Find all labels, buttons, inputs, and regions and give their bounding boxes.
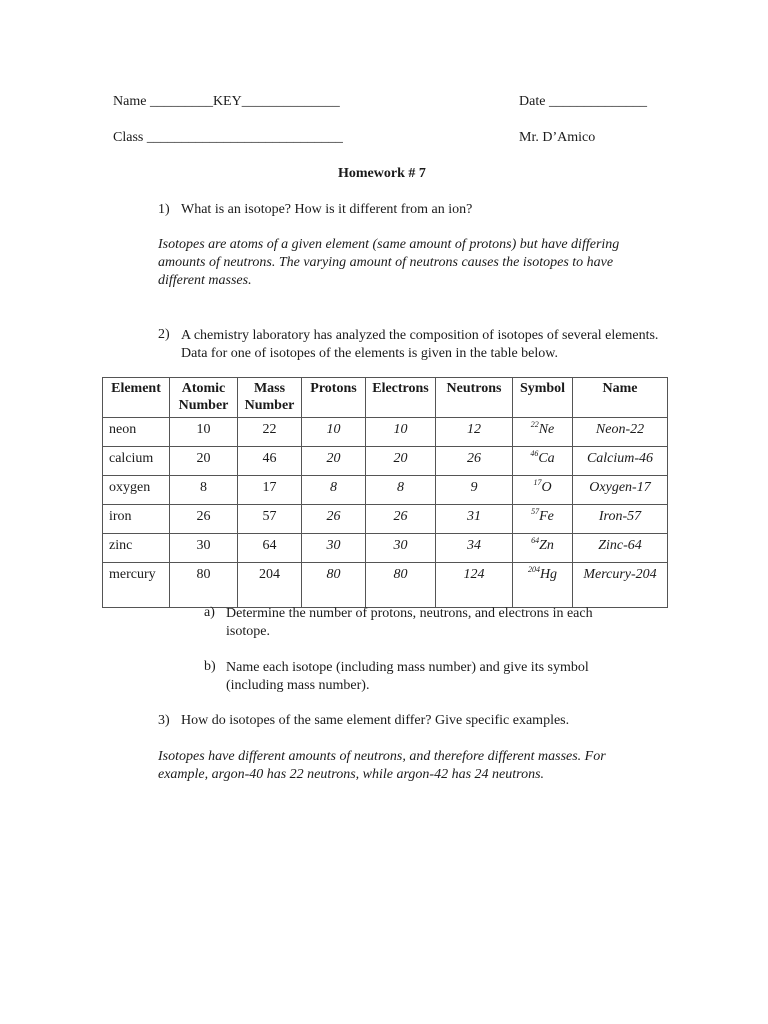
- header-atomic-number: Atomic Number: [170, 378, 238, 418]
- symbol-mass: 17: [533, 478, 542, 487]
- cell-symbol: [513, 418, 573, 447]
- date-blank: ______________: [548, 94, 647, 109]
- date-label: Date: [519, 94, 546, 109]
- cell-protons: 8: [302, 476, 366, 505]
- table-row: [103, 447, 668, 476]
- cell-name: Neon-22: [573, 418, 668, 447]
- question-3-text: How do isotopes of the same element differ? Give specific examples.: [181, 713, 570, 728]
- header-name: Name: [573, 378, 668, 418]
- cell-atomic: 30: [170, 534, 238, 563]
- cell-neutrons: 34: [436, 534, 513, 563]
- symbol-mass: 57: [531, 507, 540, 516]
- question-3-number: 3): [158, 713, 170, 728]
- cell-protons: 30: [302, 534, 366, 563]
- question-2-text: A chemistry laboratory has analyzed the composition of isotopes of several elements. Data for one of isotopes of the elements is given in the table below.: [181, 328, 659, 361]
- cell-element: oxygen: [103, 476, 170, 505]
- symbol-letters: Ca: [538, 451, 555, 466]
- header-mass-number: Mass Number: [238, 378, 302, 418]
- cell-mass: 46: [238, 447, 302, 476]
- table-row: [103, 534, 668, 563]
- cell-neutrons: 31: [436, 505, 513, 534]
- answer-3: Isotopes have different amounts of neutrons, and therefore different masses. For example, argon-40 has 22 neutrons, while argon-42 has 24 neutrons.: [158, 749, 606, 782]
- cell-atomic: 80: [170, 563, 238, 608]
- cell-atomic: 20: [170, 447, 238, 476]
- cell-mass: 17: [238, 476, 302, 505]
- symbol-mass: 46: [530, 449, 539, 458]
- cell-neutrons: 12: [436, 418, 513, 447]
- cell-atomic: 26: [170, 505, 238, 534]
- cell-mass: 57: [238, 505, 302, 534]
- symbol-letters: Fe: [539, 509, 554, 524]
- cell-element: calcium: [103, 447, 170, 476]
- table-row: [103, 476, 668, 505]
- header-protons: Protons: [302, 378, 366, 418]
- class-blank: ____________________________: [146, 130, 343, 145]
- table-row: [103, 418, 668, 447]
- sub-a-letter: a): [204, 605, 215, 620]
- cell-symbol: [513, 447, 573, 476]
- answer-1: Isotopes are atoms of a given element (same amount of protons) but have differing amounts of neutrons. The varying amount of neutrons causes the isotopes to have different masses.: [158, 237, 620, 288]
- symbol-mass: 22: [530, 420, 539, 429]
- header-electrons: Electrons: [366, 378, 436, 418]
- symbol-letters: Hg: [539, 567, 558, 582]
- page-title: Homework # 7: [338, 166, 426, 181]
- symbol-letters: Ne: [538, 422, 555, 437]
- cell-element: neon: [103, 418, 170, 447]
- cell-atomic: 10: [170, 418, 238, 447]
- teacher-name: Mr. D’Amico: [519, 130, 596, 145]
- header-element: Element: [103, 378, 170, 418]
- sub-a-text: Determine the number of protons, neutrons, and electrons in each isotope.: [226, 606, 593, 639]
- cell-name: Mercury-204: [573, 563, 668, 608]
- cell-symbol: [513, 534, 573, 563]
- cell-atomic: 8: [170, 476, 238, 505]
- cell-protons: 80: [302, 563, 366, 608]
- isotope-table: [102, 377, 668, 608]
- name-line: [113, 94, 340, 110]
- cell-electrons: 80: [366, 563, 436, 608]
- cell-neutrons: 9: [436, 476, 513, 505]
- cell-neutrons: 26: [436, 447, 513, 476]
- cell-mass: 204: [238, 563, 302, 608]
- symbol-letters: O: [541, 480, 552, 495]
- class-line: [113, 130, 343, 146]
- class-label: Class: [113, 130, 144, 145]
- table-row: [103, 563, 668, 608]
- cell-symbol: [513, 563, 573, 608]
- cell-name: Iron-57: [573, 505, 668, 534]
- symbol-mass: 64: [531, 536, 540, 545]
- sub-b-text: Name each isotope (including mass number) and give its symbol (including mass number).: [226, 660, 589, 693]
- cell-symbol: [513, 505, 573, 534]
- cell-name: Zinc-64: [573, 534, 668, 563]
- cell-name: Calcium-46: [573, 447, 668, 476]
- cell-element: iron: [103, 505, 170, 534]
- cell-symbol: [513, 476, 573, 505]
- symbol-letters: Zn: [539, 538, 554, 553]
- cell-protons: 20: [302, 447, 366, 476]
- table-header-row: [103, 378, 668, 418]
- cell-electrons: 8: [366, 476, 436, 505]
- cell-element: zinc: [103, 534, 170, 563]
- table-row: [103, 505, 668, 534]
- cell-electrons: 26: [366, 505, 436, 534]
- cell-electrons: 30: [366, 534, 436, 563]
- cell-neutrons: 124: [436, 563, 513, 608]
- question-1-text: What is an isotope? How is it different from an ion?: [181, 202, 473, 217]
- question-1-number: 1): [158, 202, 170, 217]
- cell-element: mercury: [103, 563, 170, 608]
- cell-protons: 26: [302, 505, 366, 534]
- header-symbol: Symbol: [513, 378, 573, 418]
- cell-mass: 22: [238, 418, 302, 447]
- symbol-mass: 204: [527, 565, 540, 574]
- cell-electrons: 10: [366, 418, 436, 447]
- name-value: _________KEY______________: [149, 94, 340, 109]
- cell-mass: 64: [238, 534, 302, 563]
- cell-protons: 10: [302, 418, 366, 447]
- name-label: Name: [113, 94, 147, 109]
- date-line: [519, 94, 647, 110]
- header-neutrons: Neutrons: [436, 378, 513, 418]
- cell-electrons: 20: [366, 447, 436, 476]
- question-2-number: 2): [158, 327, 170, 342]
- cell-name: Oxygen-17: [573, 476, 668, 505]
- sub-b-letter: b): [204, 659, 216, 674]
